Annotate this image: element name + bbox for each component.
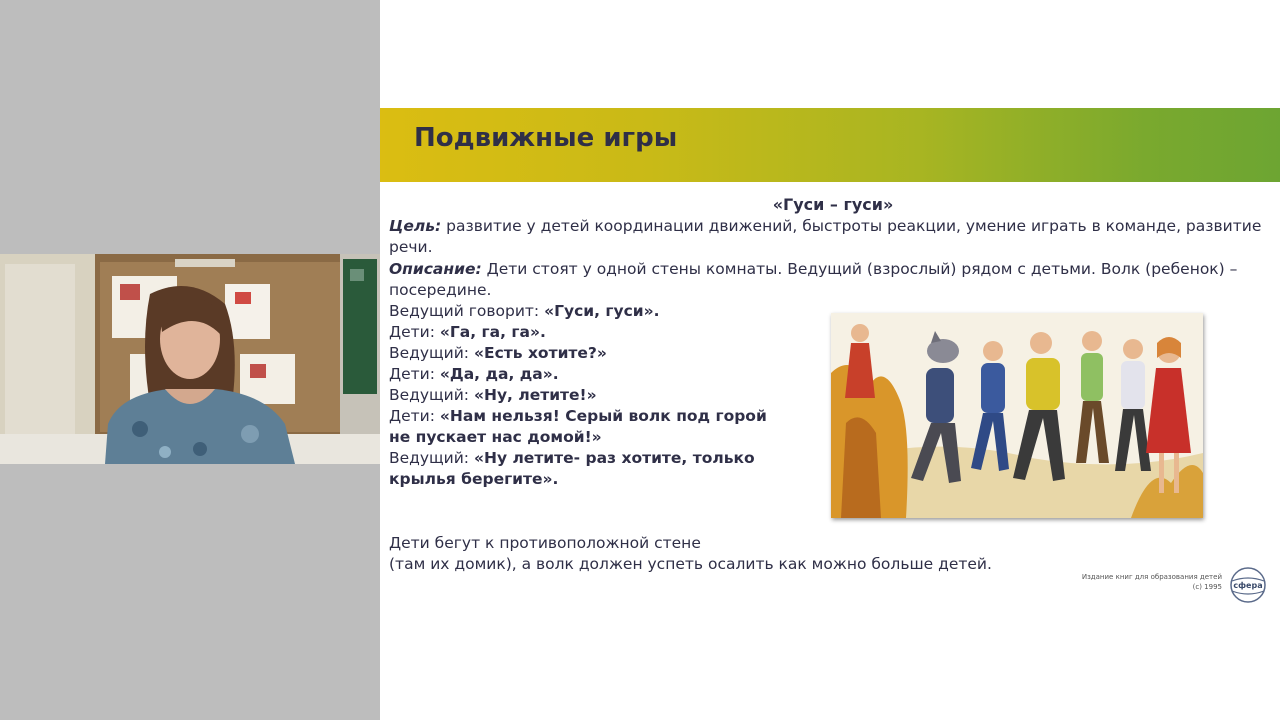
publisher-line-2: (с) 1995 bbox=[1192, 583, 1222, 591]
slide-title: Подвижные игры bbox=[414, 123, 678, 153]
speaker: Ведущий говорит: bbox=[389, 302, 545, 320]
speech: «Гуси, гуси». bbox=[544, 302, 660, 320]
speech: не пускает нас домой!» bbox=[389, 428, 602, 446]
game-title: «Гуси – гуси» bbox=[772, 195, 894, 214]
description-line-1 bbox=[389, 259, 1237, 280]
speaker: Ведущий: bbox=[389, 386, 474, 404]
speech: «Нам нельзя! Серый волк под горой bbox=[439, 407, 767, 425]
dialogue-line bbox=[389, 322, 546, 343]
svg-text:сфера: сфера bbox=[1233, 581, 1263, 590]
publisher-line-1: Издание книг для образования детей bbox=[1081, 573, 1222, 581]
speaker: Дети: bbox=[389, 365, 440, 383]
goal-line-2: речи. bbox=[389, 238, 433, 256]
description-label: Описание: bbox=[389, 260, 482, 278]
dialogue-line bbox=[389, 469, 558, 490]
speaker: Ведущий: bbox=[389, 449, 474, 467]
game-illustration bbox=[831, 313, 1203, 518]
goal-line-1 bbox=[389, 216, 1261, 237]
description-text: Дети стоят у одной стены комнаты. Ведущий (взрослый) рядом с детьми. Волк (ребенок) – bbox=[481, 260, 1238, 278]
goal-label: Цель: bbox=[389, 217, 442, 235]
description-line-2: посередине. bbox=[389, 281, 492, 299]
dialogue-line bbox=[389, 343, 607, 364]
title-banner bbox=[380, 108, 1280, 182]
dialogue-line bbox=[389, 364, 559, 385]
speech: «Есть хотите?» bbox=[473, 344, 607, 362]
speaker: Ведущий: bbox=[389, 344, 474, 362]
publisher-logo bbox=[1228, 565, 1268, 609]
slide bbox=[380, 0, 1280, 720]
speech: «Га, га, га». bbox=[439, 323, 546, 341]
dialogue-line bbox=[389, 427, 602, 448]
speech: крылья берегите». bbox=[389, 470, 559, 488]
speech: «Ну летите- раз хотите, только bbox=[473, 449, 755, 467]
conclusion-line-2: (там их домик), а волк должен успеть осалить как можно больше детей. bbox=[389, 555, 992, 573]
speech: «Ну, летите!» bbox=[473, 386, 597, 404]
speech: «Да, да, да». bbox=[439, 365, 559, 383]
publisher-credit bbox=[1000, 572, 1222, 592]
dialogue-line bbox=[389, 448, 755, 469]
dialogue-line bbox=[389, 385, 597, 406]
dialogue-line bbox=[389, 406, 767, 427]
goal-text: развитие у детей координации движений, быстроты реакции, умение играть в команде, развитие bbox=[441, 217, 1262, 235]
speaker: Дети: bbox=[389, 323, 440, 341]
webcam-video bbox=[0, 254, 380, 464]
speaker: Дети: bbox=[389, 407, 440, 425]
conclusion-line-1: Дети бегут к противоположной стене bbox=[389, 534, 701, 552]
dialogue-line bbox=[389, 301, 660, 322]
